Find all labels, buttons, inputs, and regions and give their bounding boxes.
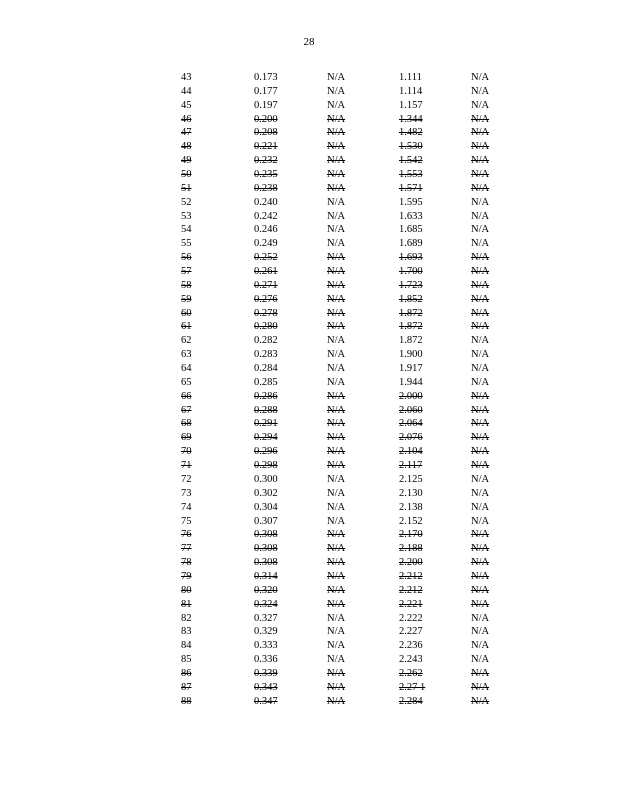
table-row-struck [0,598,618,612]
na-cell: N/A [327,99,346,111]
row-number-cell: 50 [181,169,192,181]
score-cell: 2.138 [399,501,423,513]
value-cell: 0.235 [254,169,278,181]
table-row-struck [0,542,618,556]
table-row-struck [0,459,618,473]
na-cell: N/A [327,404,346,416]
value-cell: 0.200 [254,113,278,125]
row-number-cell: 83 [181,626,192,638]
row-number-cell: 76 [181,529,192,541]
value-cell: 0.208 [254,127,278,139]
row-number-cell: 80 [181,584,192,596]
na-cell: N/A [471,155,490,167]
row-number-cell: 70 [181,446,192,458]
table-row-struck [0,320,618,334]
row-number-cell: 45 [181,99,192,111]
score-cell: 2.130 [399,487,423,499]
na-cell: N/A [471,113,490,125]
na-cell: N/A [471,99,490,111]
value-cell: 0.252 [254,252,278,264]
na-cell: N/A [327,432,346,444]
value-cell: 0.246 [254,224,278,236]
row-number-cell: 56 [181,252,192,264]
table-row-struck [0,307,618,321]
score-cell: 2.060 [399,404,423,416]
na-cell: N/A [327,363,346,375]
table-row-struck [0,279,618,293]
na-cell: N/A [471,321,490,333]
table-row-struck [0,431,618,445]
na-cell: N/A [471,127,490,139]
na-cell: N/A [327,113,346,125]
table-row [0,210,618,224]
score-cell: 2.076 [399,432,423,444]
na-cell: N/A [471,210,490,222]
value-cell: 0.261 [254,266,278,278]
na-cell: N/A [327,349,346,361]
value-cell: 0.291 [254,418,278,430]
na-cell: N/A [327,182,346,194]
na-cell: N/A [327,667,346,679]
table-row-struck [0,404,618,418]
score-cell: 1.553 [399,169,423,181]
value-cell: 0.173 [254,72,278,83]
row-number-cell: 81 [181,598,192,610]
na-cell: N/A [471,293,490,305]
score-cell: 2.125 [399,473,423,485]
na-cell: N/A [471,584,490,596]
value-cell: 0.288 [254,404,278,416]
row-number-cell: 82 [181,612,192,624]
table-row [0,99,618,113]
na-cell: N/A [471,182,490,194]
row-number-cell: 84 [181,640,192,652]
na-cell: N/A [471,681,490,693]
row-number-cell: 48 [181,141,192,153]
na-cell: N/A [471,557,490,569]
score-cell: 1.872 [399,335,423,347]
value-cell: 0.276 [254,293,278,305]
value-cell: 0.280 [254,321,278,333]
na-cell: N/A [327,127,346,139]
table-row [0,85,618,99]
table-row-struck [0,695,618,709]
na-cell: N/A [327,210,346,222]
na-cell: N/A [471,238,490,250]
score-cell: 2.221 [399,598,423,610]
value-cell: 0.304 [254,501,278,513]
na-cell: N/A [327,224,346,236]
score-cell: 1.944 [399,376,423,388]
score-cell: 2.262 [399,667,423,679]
na-cell: N/A [471,196,490,208]
row-number-cell: 68 [181,418,192,430]
na-cell: N/A [327,529,346,541]
value-cell: 0.298 [254,460,278,472]
score-cell: 1.723 [399,279,423,291]
table-row-struck [0,265,618,279]
value-cell: 0.232 [254,155,278,167]
na-cell: N/A [327,321,346,333]
na-cell: N/A [327,196,346,208]
na-cell: N/A [471,640,490,652]
row-number-cell: 59 [181,293,192,305]
score-cell: 2.212 [399,584,423,596]
table-row-struck [0,113,618,127]
na-cell: N/A [471,487,490,499]
score-cell: 2.200 [399,557,423,569]
row-number-cell: 73 [181,487,192,499]
value-cell: 0.278 [254,307,278,319]
table-row-struck [0,681,618,695]
row-number-cell: 53 [181,210,192,222]
na-cell: N/A [327,557,346,569]
table-row-struck [0,417,618,431]
value-cell: 0.308 [254,543,278,555]
na-cell: N/A [327,279,346,291]
row-number-cell: 75 [181,515,192,527]
score-cell: 1.542 [399,155,423,167]
na-cell: N/A [471,418,490,430]
table-row-struck [0,667,618,681]
na-cell: N/A [471,169,490,181]
row-number-cell: 60 [181,307,192,319]
table-row-struck [0,182,618,196]
na-cell: N/A [471,252,490,264]
na-cell: N/A [471,501,490,513]
score-cell: 1.872 [399,321,423,333]
na-cell: N/A [327,598,346,610]
table-row [0,71,618,85]
table-row [0,348,618,362]
table-row [0,501,618,515]
na-cell: N/A [327,293,346,305]
value-cell: 0.324 [254,598,278,610]
row-number-cell: 64 [181,363,192,375]
value-cell: 0.197 [254,99,278,111]
value-cell: 0.285 [254,376,278,388]
score-cell: 1.689 [399,238,423,250]
table-row-struck [0,154,618,168]
row-number-cell: 77 [181,543,192,555]
score-cell: 2.222 [399,612,423,624]
na-cell: N/A [327,460,346,472]
score-cell: 2.170 [399,529,423,541]
na-cell: N/A [471,473,490,485]
score-cell: 1.482 [399,127,423,139]
value-cell: 0.314 [254,570,278,582]
row-number-cell: 65 [181,376,192,388]
row-number-cell: 72 [181,473,192,485]
na-cell: N/A [327,155,346,167]
row-number-cell: 43 [181,72,192,83]
score-cell: 1.114 [399,85,423,97]
table-row [0,362,618,376]
score-cell: 1.571 [399,182,423,194]
value-cell: 0.242 [254,210,278,222]
na-cell: N/A [327,266,346,278]
score-cell: 1.852 [399,293,423,305]
value-cell: 0.302 [254,487,278,499]
score-cell: 2.27 1 [399,681,426,693]
row-number-cell: 67 [181,404,192,416]
value-cell: 0.343 [254,681,278,693]
na-cell: N/A [327,85,346,97]
na-cell: N/A [471,667,490,679]
score-cell: 1.157 [399,99,423,111]
score-cell: 2.227 [399,626,423,638]
na-cell: N/A [327,695,346,707]
na-cell: N/A [471,307,490,319]
na-cell: N/A [471,695,490,707]
na-cell: N/A [471,335,490,347]
na-cell: N/A [471,432,490,444]
table-row-struck [0,390,618,404]
na-cell: N/A [471,266,490,278]
row-number-cell: 55 [181,238,192,250]
table-row [0,625,618,639]
value-cell: 0.284 [254,363,278,375]
na-cell: N/A [471,363,490,375]
value-cell: 0.333 [254,640,278,652]
na-cell: N/A [327,654,346,666]
score-cell: 1.633 [399,210,423,222]
na-cell: N/A [471,390,490,402]
table-row-struck [0,584,618,598]
score-cell: 1.685 [399,224,423,236]
row-number-cell: 78 [181,557,192,569]
na-cell: N/A [327,335,346,347]
value-cell: 0.271 [254,279,278,291]
score-cell: 1.700 [399,266,423,278]
value-cell: 0.327 [254,612,278,624]
score-cell: 2.243 [399,654,423,666]
value-cell: 0.240 [254,196,278,208]
score-cell: 1.900 [399,349,423,361]
page-number: 28 [303,36,315,48]
value-cell: 0.282 [254,335,278,347]
row-number-cell: 63 [181,349,192,361]
value-cell: 0.339 [254,667,278,679]
value-cell: 0.177 [254,85,278,97]
na-cell: N/A [471,404,490,416]
table-row-struck [0,126,618,140]
na-cell: N/A [327,640,346,652]
na-cell: N/A [327,418,346,430]
table-row [0,334,618,348]
score-cell: 2.117 [399,460,423,472]
value-cell: 0.347 [254,695,278,707]
na-cell: N/A [327,626,346,638]
na-cell: N/A [327,612,346,624]
table-row-struck [0,556,618,570]
table-row-struck [0,251,618,265]
score-cell: 1.530 [399,141,423,153]
value-cell: 0.283 [254,349,278,361]
value-cell: 0.308 [254,557,278,569]
value-cell: 0.336 [254,654,278,666]
na-cell: N/A [327,238,346,250]
na-cell: N/A [471,349,490,361]
table-row-struck [0,445,618,459]
table-row [0,612,618,626]
na-cell: N/A [471,460,490,472]
na-cell: N/A [327,570,346,582]
score-cell: 2.188 [399,543,423,555]
na-cell: N/A [327,72,346,83]
row-number-cell: 79 [181,570,192,582]
na-cell: N/A [327,681,346,693]
table-row-struck [0,570,618,584]
na-cell: N/A [471,654,490,666]
score-cell: 1.111 [399,72,422,83]
na-cell: N/A [327,446,346,458]
na-cell: N/A [327,307,346,319]
table-row-struck [0,293,618,307]
value-cell: 0.308 [254,529,278,541]
row-number-cell: 57 [181,266,192,278]
na-cell: N/A [471,376,490,388]
table-row [0,639,618,653]
score-cell: 1.872 [399,307,423,319]
score-cell: 1.693 [399,252,423,264]
value-cell: 0.249 [254,238,278,250]
na-cell: N/A [327,141,346,153]
value-cell: 0.294 [254,432,278,444]
score-cell: 2.284 [399,695,423,707]
na-cell: N/A [471,612,490,624]
row-number-cell: 62 [181,335,192,347]
table-row [0,376,618,390]
na-cell: N/A [471,279,490,291]
na-cell: N/A [471,515,490,527]
row-number-cell: 69 [181,432,192,444]
score-cell: 2.152 [399,515,423,527]
table-row [0,487,618,501]
table-row-struck [0,140,618,154]
row-number-cell: 58 [181,279,192,291]
table-row [0,223,618,237]
row-number-cell: 61 [181,321,192,333]
value-cell: 0.329 [254,626,278,638]
score-cell: 2.212 [399,570,423,582]
na-cell: N/A [327,169,346,181]
row-number-cell: 47 [181,127,192,139]
na-cell: N/A [327,584,346,596]
value-cell: 0.286 [254,390,278,402]
row-number-cell: 87 [181,681,192,693]
data-table [0,71,618,709]
na-cell: N/A [471,141,490,153]
na-cell: N/A [327,515,346,527]
row-number-cell: 51 [181,182,192,194]
score-cell: 2.104 [399,446,423,458]
na-cell: N/A [471,529,490,541]
value-cell: 0.221 [254,141,278,153]
na-cell: N/A [471,570,490,582]
na-cell: N/A [327,376,346,388]
na-cell: N/A [471,543,490,555]
row-number-cell: 71 [181,460,192,472]
na-cell: N/A [327,501,346,513]
row-number-cell: 85 [181,654,192,666]
na-cell: N/A [327,487,346,499]
row-number-cell: 54 [181,224,192,236]
table-row [0,653,618,667]
score-cell: 2.064 [399,418,423,430]
table-row [0,237,618,251]
row-number-cell: 88 [181,695,192,707]
value-cell: 0.238 [254,182,278,194]
table-row [0,473,618,487]
score-cell: 1.595 [399,196,423,208]
row-number-cell: 52 [181,196,192,208]
value-cell: 0.307 [254,515,278,527]
value-cell: 0.320 [254,584,278,596]
na-cell: N/A [471,224,490,236]
score-cell: 2.000 [399,390,423,402]
na-cell: N/A [327,473,346,485]
na-cell: N/A [327,252,346,264]
score-cell: 1.917 [399,363,423,375]
na-cell: N/A [471,85,490,97]
table-row-struck [0,168,618,182]
row-number-cell: 44 [181,85,192,97]
na-cell: N/A [327,543,346,555]
score-cell: 1.344 [399,113,423,125]
table-row [0,196,618,210]
na-cell: N/A [471,626,490,638]
table-row [0,515,618,529]
row-number-cell: 86 [181,667,192,679]
na-cell: N/A [471,446,490,458]
table-row-struck [0,528,618,542]
value-cell: 0.300 [254,473,278,485]
row-number-cell: 66 [181,390,192,402]
na-cell: N/A [471,598,490,610]
row-number-cell: 46 [181,113,192,125]
row-number-cell: 74 [181,501,192,513]
row-number-cell: 49 [181,155,192,167]
value-cell: 0.296 [254,446,278,458]
na-cell: N/A [471,72,490,83]
na-cell: N/A [327,390,346,402]
score-cell: 2.236 [399,640,423,652]
